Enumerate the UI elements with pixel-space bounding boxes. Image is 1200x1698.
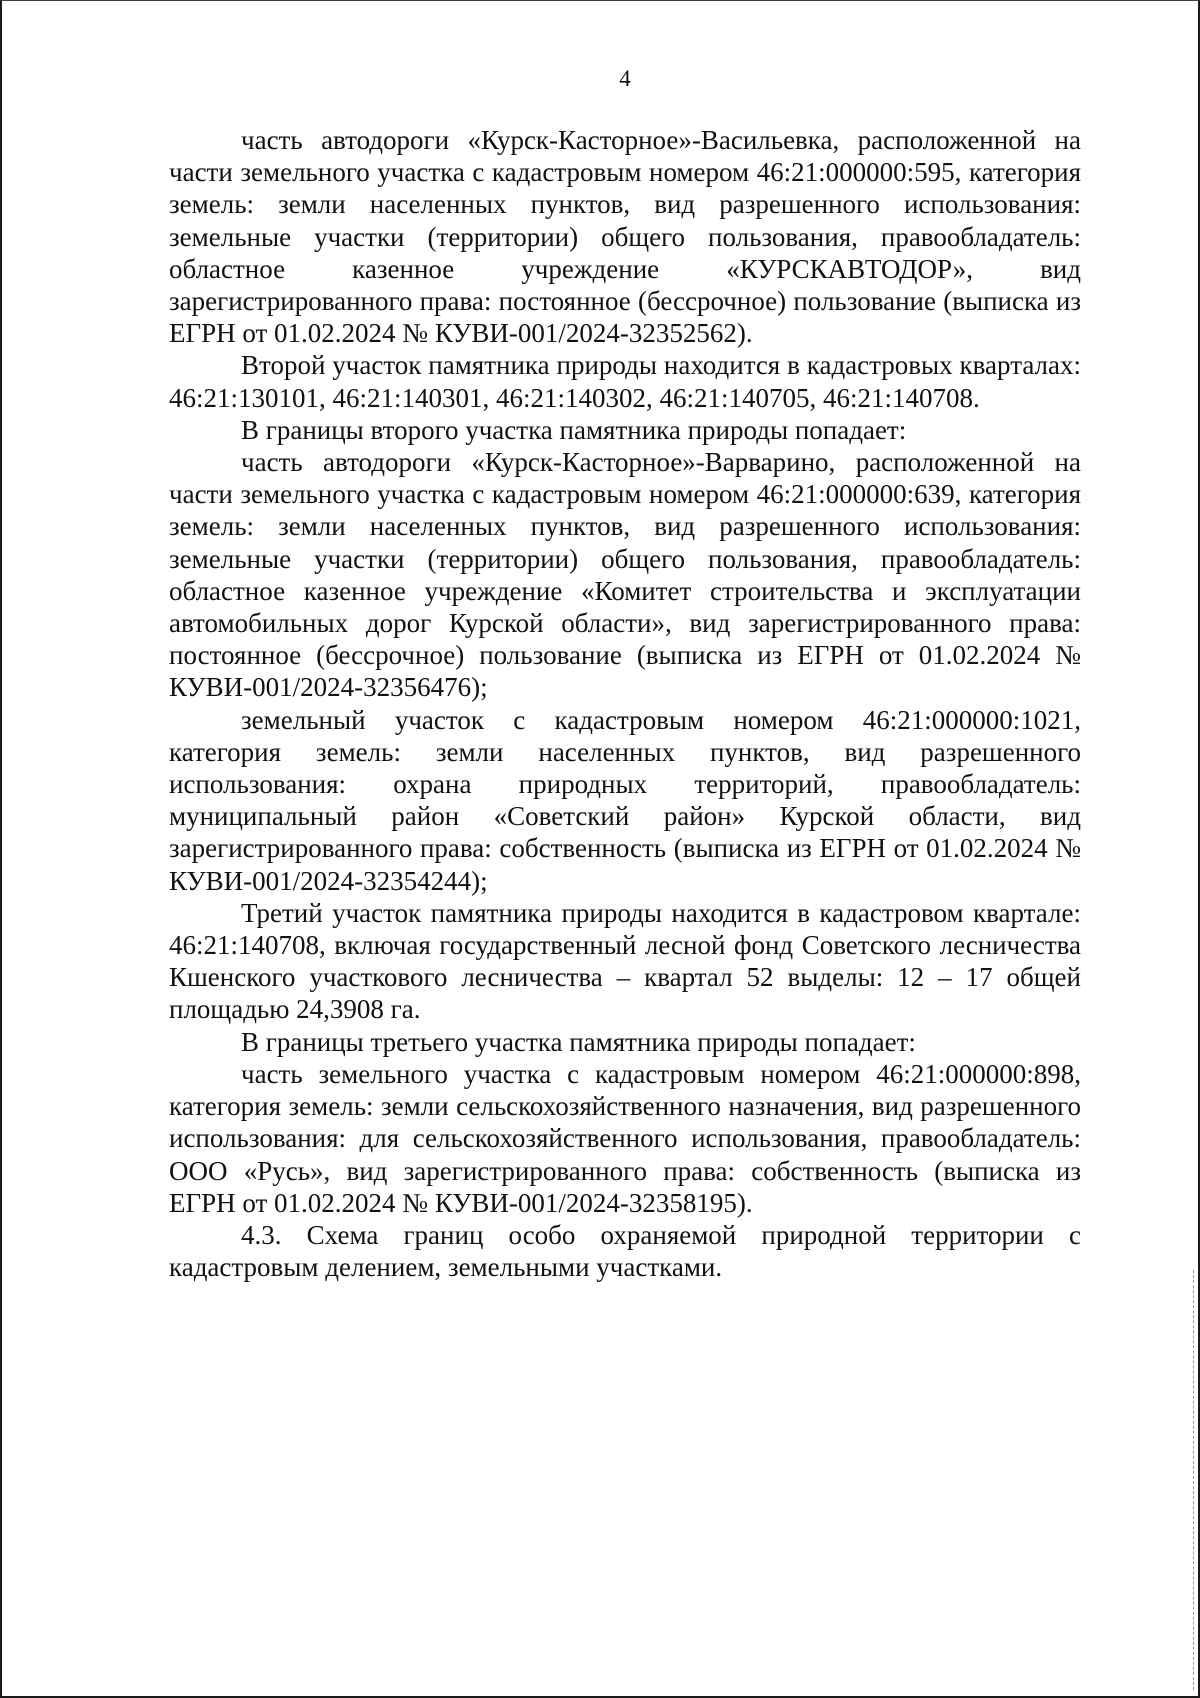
paragraph-section-4-3: 4.3. Схема границ особо охраняемой природной территории с кадастровым делением, земельными участками. <box>169 1219 1081 1283</box>
paragraph-second-site-heading: В границы второго участка памятника природы попадает: <box>241 414 907 445</box>
paragraph-land-plot-1021: земельный участок с кадастровым номером 46:21:000000:1021, категория земель: земли населенных пунктов, вид разрешенного использования: охрана природных территорий, правообладатель: муниципальный район «Советский район» Курской области, вид зарегистрированного права: собственность (выписка из ЕГРН от 01.02.2024 № КУВИ-001/2024-32354244); <box>169 704 1081 896</box>
paragraph-road-vasilevka: часть автодороги «Курск-Касторное»-Васильевка, расположенной на части земельного участка с кадастровым номером 46:21:000000:595, категория земель: земли населенных пунктов, вид разрешенного использования: земельные участки (территории) общего пользования, правообладатель: областное казенное учреждение «КУРСКАВТОДОР», вид зарегистрированного права: постоянное (бессрочное) пользование (выписка из ЕГРН от 01.02.2024 № КУВИ-001/2024-32352562). <box>169 125 1081 349</box>
scan-edge-mark <box>1193 1270 1194 1690</box>
document-body <box>169 124 1081 1283</box>
page-number: 4 <box>619 66 631 91</box>
paragraph-third-site-heading: В границы третьего участка памятника природы попадает: <box>241 1026 916 1057</box>
paragraph-road-varvarino: часть автодороги «Курск-Касторное»-Варварино, расположенной на части земельного участка с кадастровым номером 46:21:000000:639, категория земель: земли населенных пунктов, вид разрешенного использования: земельные участки (территории) общего пользования, правообладатель: областное казенное учреждение «Комитет строительства и эксплуатации автомобильных дорог Курской области», вид зарегистрированного права: постоянное (бессрочное) пользование (выписка из ЕГРН от 01.02.2024 № КУВИ-001/2024-32356476); <box>169 447 1081 703</box>
paragraph-land-plot-898: часть земельного участка с кадастровым номером 46:21:000000:898, категория земель: земли сельскохозяйственного назначения, вид разрешенного использования: для сельскохозяйственного использования, правообладатель: ООО «Русь», вид зарегистрированного права: собственность (выписка из ЕГРН от 01.02.2024 № КУВИ-001/2024-32358195). <box>169 1058 1081 1218</box>
paragraph-third-site-quarter: Третий участок памятника природы находится в кадастровом квартале: 46:21:140708, включая государственный лесной фонд Советского лесничества Кшенского участкового лесничества – квартал 52 выделы: 12 – 17 общей площадью 24,3908 га. <box>169 897 1081 1025</box>
paragraph-second-site-quarters: Второй участок памятника природы находится в кадастровых кварталах: 46:21:130101, 46:21:140301, 46:21:140302, 46:21:140705, 46:21:140708. <box>169 350 1081 413</box>
